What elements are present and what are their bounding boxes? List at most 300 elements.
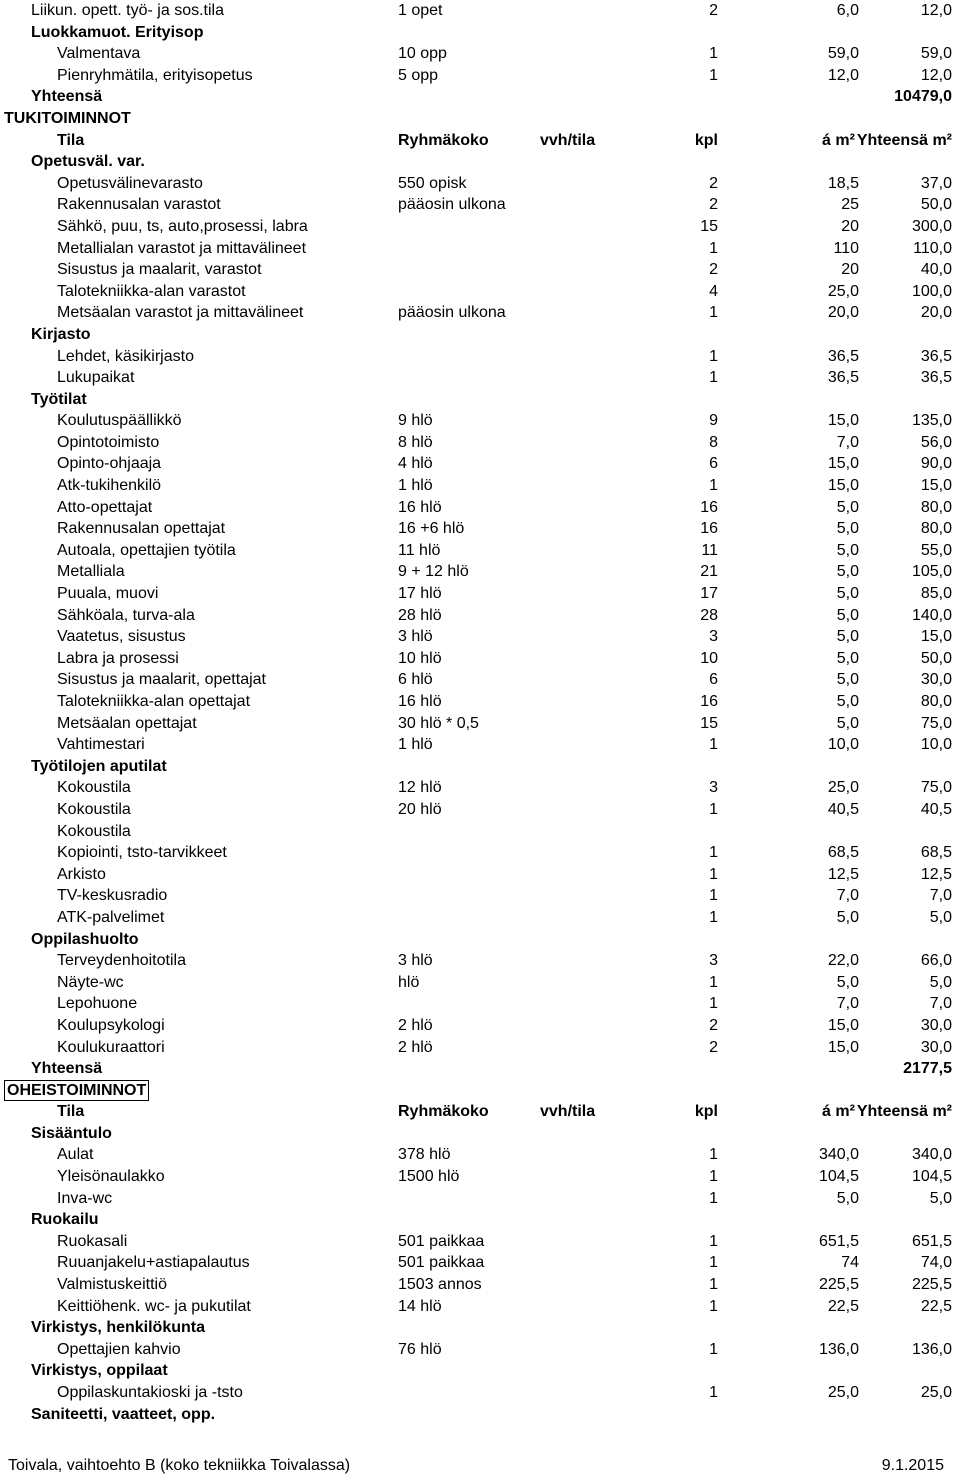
group-size: 5 opp (398, 66, 439, 84)
table-row (0, 0, 960, 22)
room-count: 1 (709, 1254, 718, 1272)
group-heading (0, 1317, 960, 1339)
total-area: 135,0 (911, 412, 952, 430)
group-size: 3 hlö (398, 628, 433, 646)
unit-area: 25 (841, 196, 859, 214)
total-area: 300,0 (911, 217, 952, 235)
unit-area: 15,0 (827, 477, 859, 495)
table-row (0, 518, 960, 540)
unit-area: 340,0 (818, 1146, 859, 1164)
unit-area: 6,0 (836, 2, 859, 19)
room-count: 15 (700, 217, 718, 235)
unit-area: 651,5 (818, 1232, 859, 1250)
table-row (0, 626, 960, 648)
room-name: Atk-tukihenkilö (57, 477, 162, 495)
total-area: 15,0 (920, 477, 952, 495)
room-count: 1 (709, 908, 718, 926)
room-name: Talotekniikka-alan opettajat (57, 693, 251, 710)
room-count: 1 (709, 1297, 718, 1315)
room-count: 1 (709, 477, 718, 495)
table-row (0, 1037, 960, 1059)
group-size: 9 + 12 hlö (398, 563, 469, 581)
unit-area: 5,0 (836, 671, 859, 689)
total-area: 36,5 (920, 347, 952, 365)
unit-area: 15,0 (827, 455, 859, 473)
room-count: 1 (709, 865, 718, 883)
group-heading (0, 1404, 960, 1426)
column-header-kpl: kpl (694, 1103, 718, 1121)
total-area: 10,0 (920, 736, 952, 754)
room-name: Opetusvälinevarasto (57, 174, 203, 192)
group-heading (0, 324, 960, 346)
total-area: 40,0 (920, 261, 952, 279)
unit-area: 5,0 (836, 649, 859, 667)
table-row (0, 497, 960, 519)
unit-area: 20 (841, 217, 859, 235)
total-area: 68,5 (920, 844, 952, 862)
room-name: Sähkö, puu, ts, auto,prosessi, labra (57, 217, 308, 235)
table-row (0, 475, 960, 497)
group-heading (0, 756, 960, 778)
room-count: 1 (709, 304, 718, 322)
room-name: Lepohuone (57, 995, 138, 1013)
unit-area: 104,5 (818, 1168, 859, 1186)
room-name: Kokoustila (57, 822, 131, 840)
room-name: Koulutuspäällikkö (57, 412, 182, 430)
unit-area: 225,5 (818, 1276, 859, 1294)
table-row (0, 1296, 960, 1318)
group-title: Ruokailu (31, 1211, 99, 1229)
room-name: Terveydenhoitotila (57, 952, 186, 970)
room-count: 11 (701, 541, 718, 559)
room-count: 1 (709, 1276, 718, 1294)
table-row (0, 194, 960, 216)
unit-area: 7,0 (836, 995, 859, 1013)
room-name: TV-keskusradio (57, 887, 168, 905)
room-name: Labra ja prosessi (57, 649, 179, 667)
room-count: 2 (709, 261, 718, 279)
unit-area: 136,0 (818, 1340, 859, 1358)
room-count: 2 (709, 2, 718, 19)
total-area: 80,0 (920, 693, 952, 710)
unit-area: 20,0 (827, 304, 859, 322)
group-title: Virkistys, henkilökunta (31, 1319, 205, 1337)
room-name: Kokoustila (57, 779, 131, 797)
table-row (0, 669, 960, 691)
group-size: hlö (398, 973, 420, 991)
unit-area: 15,0 (827, 1038, 859, 1056)
total-area: 50,0 (920, 196, 952, 214)
table-row (0, 410, 960, 432)
total-area: 75,0 (920, 779, 952, 797)
room-count: 2 (709, 196, 718, 214)
total-area: 90,0 (920, 455, 952, 473)
column-header-group-size: Ryhmäkoko (398, 131, 489, 149)
room-name: Aulat (57, 1146, 94, 1164)
summary-label: Yhteensä (31, 88, 103, 106)
total-area: 74,0 (920, 1254, 952, 1272)
table-row (0, 605, 960, 627)
total-area: 5,0 (929, 973, 952, 991)
table-row (0, 43, 960, 65)
room-name: Lehdet, käsikirjasto (57, 347, 194, 365)
room-count: 1 (709, 887, 718, 905)
group-heading (0, 1360, 960, 1382)
total-area: 30,0 (920, 1038, 952, 1056)
room-name: Autoala, opettajien työtila (57, 541, 236, 559)
room-name: Sisustus ja maalarit, varastot (57, 261, 262, 279)
column-header-row (0, 130, 960, 152)
table-row (0, 367, 960, 389)
group-size: 3 hlö (398, 952, 433, 970)
room-count: 16 (700, 520, 718, 538)
group-size: 20 hlö (398, 800, 442, 818)
unit-area: 20 (841, 261, 859, 279)
summary-total: 10479,0 (894, 88, 952, 106)
room-count: 21 (700, 563, 718, 581)
group-size: 1500 hlö (398, 1168, 460, 1186)
unit-area: 25,0 (827, 1384, 859, 1401)
group-size: 28 hlö (398, 606, 442, 624)
table-row (0, 950, 960, 972)
group-size: 12 hlö (398, 779, 442, 797)
table-row (0, 540, 960, 562)
room-name: Opettajien kahvio (57, 1340, 181, 1358)
room-name: ATK-palvelimet (57, 908, 165, 926)
unit-area: 59,0 (827, 45, 859, 63)
room-count: 3 (709, 952, 718, 970)
group-size: pääosin ulkona (398, 304, 506, 322)
table-row (0, 842, 960, 864)
table-row (0, 1144, 960, 1166)
room-name: Rakennusalan opettajat (57, 520, 226, 538)
group-heading (0, 151, 960, 173)
room-name: Metallialan varastot ja mittavälineet (57, 239, 307, 257)
section-title: TUKITOIMINNOT (4, 109, 131, 127)
room-count: 1 (709, 1146, 718, 1164)
group-size: 550 opisk (398, 174, 467, 192)
unit-area: 74 (841, 1254, 859, 1272)
room-count: 15 (700, 714, 718, 732)
unit-area: 12,5 (827, 865, 859, 883)
total-area: 15,0 (920, 628, 952, 646)
group-size: 14 hlö (398, 1297, 442, 1315)
unit-area: 22,5 (827, 1297, 859, 1315)
room-count: 2 (709, 1016, 718, 1034)
unit-area: 40,5 (827, 800, 859, 818)
unit-area: 10,0 (827, 736, 859, 754)
group-size: 16 hlö (398, 693, 442, 710)
group-title: Kirjasto (31, 325, 91, 343)
room-count: 1 (709, 66, 718, 84)
total-area: 59,0 (920, 45, 952, 63)
room-count: 9 (709, 412, 718, 430)
column-header-tila: Tila (57, 1103, 85, 1121)
total-area: 80,0 (920, 498, 952, 516)
unit-area: 5,0 (836, 714, 859, 732)
table-row (0, 1015, 960, 1037)
room-count: 6 (709, 671, 718, 689)
table-row (0, 281, 960, 303)
column-header-total: Yhteensä m² (856, 1103, 952, 1121)
column-header-vvh: vvh/tila (540, 1103, 596, 1121)
unit-area: 36,5 (827, 369, 859, 387)
total-area: 40,5 (920, 800, 952, 818)
column-header-unit-area: á m² (822, 131, 855, 149)
room-count: 1 (709, 347, 718, 365)
group-size: 1 hlö (398, 477, 433, 495)
table-row (0, 864, 960, 886)
group-size: 1 hlö (398, 736, 433, 754)
total-area: 30,0 (920, 671, 952, 689)
room-count: 1 (709, 800, 718, 818)
unit-area: 25,0 (827, 282, 859, 300)
total-area: 22,5 (920, 1297, 952, 1315)
section-heading (0, 1080, 960, 1102)
group-heading (0, 1123, 960, 1145)
table-row (0, 821, 960, 843)
unit-area: 12,0 (827, 66, 859, 84)
total-area: 37,0 (920, 174, 952, 192)
table-row (0, 1339, 960, 1361)
group-size: 17 hlö (398, 585, 442, 603)
column-header-vvh: vvh/tila (540, 131, 596, 149)
table-row (0, 1274, 960, 1296)
footer-document-title: Toivala, vaihtoehto B (koko tekniikka Toivalassa) (8, 1457, 351, 1474)
group-size: pääosin ulkona (398, 196, 506, 214)
group-size: 378 hlö (398, 1146, 451, 1164)
total-area: 56,0 (920, 433, 952, 451)
table-row (0, 1231, 960, 1253)
table-row (0, 216, 960, 238)
table-row (0, 259, 960, 281)
room-name: Valmentava (57, 45, 141, 63)
column-header-unit-area: á m² (822, 1103, 855, 1121)
room-name: Atto-opettajat (57, 498, 153, 516)
room-name: Koulukuraattori (57, 1038, 165, 1056)
unit-area: 15,0 (827, 412, 859, 430)
table-row (0, 346, 960, 368)
room-name: Metsäalan opettajat (57, 714, 197, 732)
total-area: 66,0 (920, 952, 952, 970)
group-title: Sisääntulo (31, 1124, 112, 1142)
group-size: 4 hlö (398, 455, 433, 473)
room-count: 4 (709, 282, 718, 300)
total-area: 140,0 (911, 606, 952, 624)
total-area: 12,5 (920, 865, 952, 883)
room-count: 3 (709, 628, 718, 646)
unit-area: 5,0 (836, 606, 859, 624)
table-row (0, 65, 960, 87)
room-count: 2 (709, 174, 718, 192)
table-row (0, 885, 960, 907)
room-count: 1 (709, 973, 718, 991)
room-name: Talotekniikka-alan varastot (57, 282, 246, 300)
room-name: Opintotoimisto (57, 433, 160, 451)
room-name: Näyte-wc (57, 973, 124, 991)
group-size: 2 hlö (398, 1038, 433, 1056)
room-count: 8 (709, 433, 718, 451)
group-size: 501 paikkaa (398, 1254, 485, 1272)
room-name: Metalliala (57, 563, 125, 581)
room-name: Keittiöhenk. wc- ja pukutilat (57, 1297, 251, 1315)
table-row (0, 173, 960, 195)
unit-area: 5,0 (836, 541, 859, 559)
unit-area: 5,0 (836, 1189, 859, 1207)
table-row (0, 1166, 960, 1188)
room-count: 10 (700, 649, 718, 667)
total-area: 75,0 (920, 714, 952, 732)
group-size: 11 hlö (398, 541, 441, 559)
group-title: Työtilat (31, 390, 87, 408)
room-name: Yleisönaulakko (57, 1168, 165, 1186)
table-row (0, 691, 960, 713)
table-row (0, 777, 960, 799)
table-row (0, 432, 960, 454)
total-area: 105,0 (911, 563, 952, 581)
room-name: Sisustus ja maalarit, opettajat (57, 671, 266, 689)
room-name: Opinto-ohjaaja (57, 455, 162, 473)
table-row (0, 648, 960, 670)
table-row (0, 734, 960, 756)
total-area: 104,5 (911, 1168, 952, 1186)
table-row (0, 583, 960, 605)
room-count: 6 (709, 455, 718, 473)
room-count: 1 (709, 995, 718, 1013)
group-size: 10 opp (398, 45, 447, 63)
total-area: 12,0 (920, 66, 952, 84)
room-name: Vaatetus, sisustus (57, 628, 186, 646)
table-row (0, 302, 960, 324)
total-area: 36,5 (920, 369, 952, 387)
group-size: 1503 annos (398, 1276, 482, 1294)
unit-area: 7,0 (836, 433, 859, 451)
group-heading (0, 929, 960, 951)
table-row (0, 799, 960, 821)
room-name: Koulupsykologi (57, 1016, 165, 1034)
summary-row (0, 1058, 960, 1080)
unit-area: 36,5 (827, 347, 859, 365)
group-size: 501 paikkaa (398, 1232, 485, 1250)
room-count: 1 (709, 369, 718, 387)
room-count: 16 (700, 693, 718, 710)
room-name: Liikun. opett. työ- ja sos.tila (31, 2, 224, 19)
page-footer (0, 1455, 960, 1476)
room-name: Ruuanjakelu+astiapalautus (57, 1254, 250, 1272)
total-area: 136,0 (911, 1340, 952, 1358)
total-area: 85,0 (920, 585, 952, 603)
total-area: 110,0 (913, 239, 952, 257)
room-count: 1 (709, 1384, 718, 1401)
total-area: 30,0 (920, 1016, 952, 1034)
room-count: 1 (709, 1340, 718, 1358)
unit-area: 5,0 (836, 585, 859, 603)
table-row (0, 1382, 960, 1404)
group-heading (0, 389, 960, 411)
room-count: 1 (709, 1232, 718, 1250)
total-area: 20,0 (920, 304, 952, 322)
group-title: Luokkamuot. Erityisop (31, 23, 204, 41)
group-size: 2 hlö (398, 1016, 433, 1034)
room-count: 3 (709, 779, 718, 797)
column-header-tila: Tila (57, 131, 85, 149)
room-name: Vahtimestari (57, 736, 145, 754)
total-area: 651,5 (911, 1232, 952, 1250)
total-area: 80,0 (920, 520, 952, 538)
room-count: 1 (709, 844, 718, 862)
room-name: Valmistuskeittiö (57, 1276, 167, 1294)
group-size: 16 +6 hlö (398, 520, 465, 538)
group-title: Saniteetti, vaatteet, opp. (31, 1405, 216, 1423)
room-name: Oppilaskuntakioski ja -tsto (57, 1384, 243, 1401)
room-name: Metsäalan varastot ja mittavälineet (57, 304, 304, 322)
footer-date: 9.1.2015 (881, 1457, 944, 1474)
total-area: 225,5 (911, 1276, 952, 1294)
total-area: 7,0 (929, 995, 952, 1013)
group-title: Työtilojen aputilat (31, 757, 167, 775)
room-name: Puuala, muovi (57, 585, 159, 603)
unit-area: 22,0 (827, 952, 859, 970)
total-area: 340,0 (911, 1146, 952, 1164)
room-name: Rakennusalan varastot (57, 196, 221, 214)
unit-area: 5,0 (836, 498, 859, 516)
total-area: 5,0 (929, 908, 952, 926)
room-count: 1 (709, 736, 718, 754)
unit-area: 5,0 (836, 693, 859, 710)
group-size: 6 hlö (398, 671, 433, 689)
group-size: 76 hlö (398, 1340, 442, 1358)
room-count: 1 (709, 239, 718, 257)
room-count: 1 (709, 1168, 718, 1186)
room-name: Inva-wc (57, 1189, 113, 1207)
unit-area: 18,5 (827, 174, 859, 192)
section-title: OHEISTOIMINNOT (4, 1080, 149, 1101)
room-name: Pienryhmätila, erityisopetus (57, 66, 253, 84)
group-size: 30 hlö * 0,5 (398, 714, 479, 732)
room-name: Ruokasali (57, 1232, 128, 1250)
column-header-total: Yhteensä m² (856, 131, 952, 149)
unit-area: 110 (833, 239, 859, 257)
table-row (0, 238, 960, 260)
column-header-row (0, 1101, 960, 1123)
room-name: Kokoustila (57, 800, 131, 818)
total-area: 12,0 (920, 2, 952, 19)
room-name: Lukupaikat (57, 369, 135, 387)
total-area: 55,0 (920, 541, 952, 559)
unit-area: 15,0 (827, 1016, 859, 1034)
summary-row (0, 86, 960, 108)
group-title: Oppilashuolto (31, 930, 139, 948)
room-count: 2 (709, 1038, 718, 1056)
unit-area: 68,5 (827, 844, 859, 862)
section-heading (0, 108, 960, 130)
table-row (0, 453, 960, 475)
unit-area: 5,0 (836, 908, 859, 926)
group-heading (0, 22, 960, 44)
summary-total: 2177,5 (903, 1060, 952, 1078)
total-area: 7,0 (929, 887, 952, 905)
unit-area: 25,0 (827, 779, 859, 797)
room-count: 1 (709, 45, 718, 63)
group-title: Opetusväl. var. (31, 153, 145, 171)
column-header-group-size: Ryhmäkoko (398, 1103, 489, 1121)
column-header-kpl: kpl (694, 131, 718, 149)
room-name: Kopiointi, tsto-tarvikkeet (57, 844, 227, 862)
room-count: 16 (700, 498, 718, 516)
total-area: 25,0 (920, 1384, 952, 1401)
total-area: 50,0 (920, 649, 952, 667)
room-count: 17 (700, 585, 718, 603)
